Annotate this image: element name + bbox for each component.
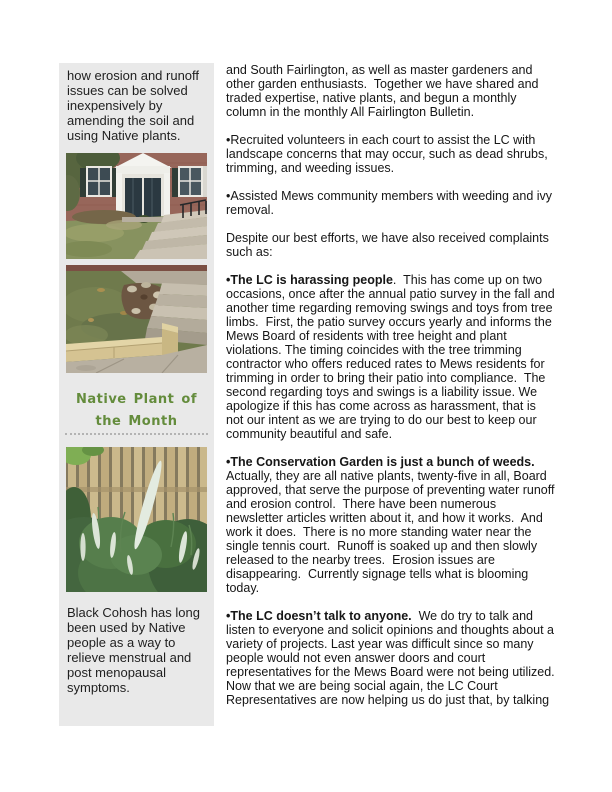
paragraph-lead: •The LC doesn’t talk to anyone. <box>226 609 412 623</box>
black-cohosh-photo <box>66 447 207 592</box>
paragraph-lead: •The Conservation Garden is just a bunch of weeds. <box>226 455 535 469</box>
paragraph-recruited-volunteers <box>226 133 556 175</box>
native-plant-heading: Native Plant of the Month <box>76 392 197 429</box>
sidebar <box>59 63 214 726</box>
timber-border-photo-illustration <box>66 265 207 373</box>
black-cohosh-photo-illustration <box>66 447 207 592</box>
timber-border-photo <box>66 265 207 373</box>
paragraph-conservation-garden <box>226 455 556 595</box>
paragraph-despite-efforts <box>226 231 556 259</box>
paragraph-continuation <box>226 63 556 119</box>
paragraph-body: Despite our best efforts, we have also received complaints such as: <box>226 231 553 259</box>
paragraph-body: Actually, they are all native plants, twenty-five in all, Board approved, that serve the purpose of preventing water runoff and erosion control. There have been numerous newsletter articles written about it, and how it works. And work it does. There is no more standing water near the single tennis court. Runoff is soaked up and then slowly released to the nearby trees. Erosion issues are disappearing. Currently signage tells what is blooming today. <box>226 455 558 595</box>
court-entrance-photo <box>66 153 207 259</box>
dotted-divider <box>65 433 208 435</box>
paragraph-assisted-mews <box>226 189 556 217</box>
paragraph-body: •Assisted Mews community members with weeding and ivy removal. <box>226 189 556 217</box>
paragraph-body: . This has come up on two occasions, once after the annual patio survey in the fall and another time regarding removing swings and toys from tree limbs. First, the patio survey occurs yearly and informs the Mews Board of residents with tree height and plant violations. The timing coincides with the tree trimming contractor who offers reduced rates to Mews residents for trimming in order to bring their patio into compliance. The second regarding toys and swings is a liability issue. We apologize if this has come across as harassment, that is not our intent as we are trying to do our best to keep our community beautiful and safe. <box>226 273 559 441</box>
sidebar-intro-text: how erosion and runoff issues can be solved inexpensively by amending the soil and using Native plants. <box>67 68 200 143</box>
paragraph-lead: •The LC is harassing people <box>226 273 393 287</box>
court-entrance-photo-illustration <box>66 153 207 259</box>
paragraph-lc-doesnt-talk <box>226 609 559 707</box>
paragraph-body: •Recruited volunteers in each court to assist the LC with landscape concerns that may occur, such as dead shrubs, trimming, and weeding issues. <box>226 133 552 175</box>
black-cohosh-caption: Black Cohosh has long been used by Native people as a way to relieve menstrual and post menopausal symptoms. <box>67 605 200 695</box>
main-text-column <box>226 63 559 721</box>
paragraph-body: and South Fairlington, as well as master gardeners and other garden enthusiasts. Together we have shared and traded expertise, native plants, and begun a monthly column in the monthly All Fairlington Bulletin. <box>226 63 542 119</box>
paragraph-body: We do try to talk and listen to everyone and solicit opinions and thoughts about a variety of projects. Last year was difficult since so many people would not even answer doors and court representatives for the Mews Board were not being utilized. Now that we are being social again, the LC Court Representatives are now helping us do just that, by talking <box>226 609 559 707</box>
paragraph-lc-harassing <box>226 273 559 441</box>
